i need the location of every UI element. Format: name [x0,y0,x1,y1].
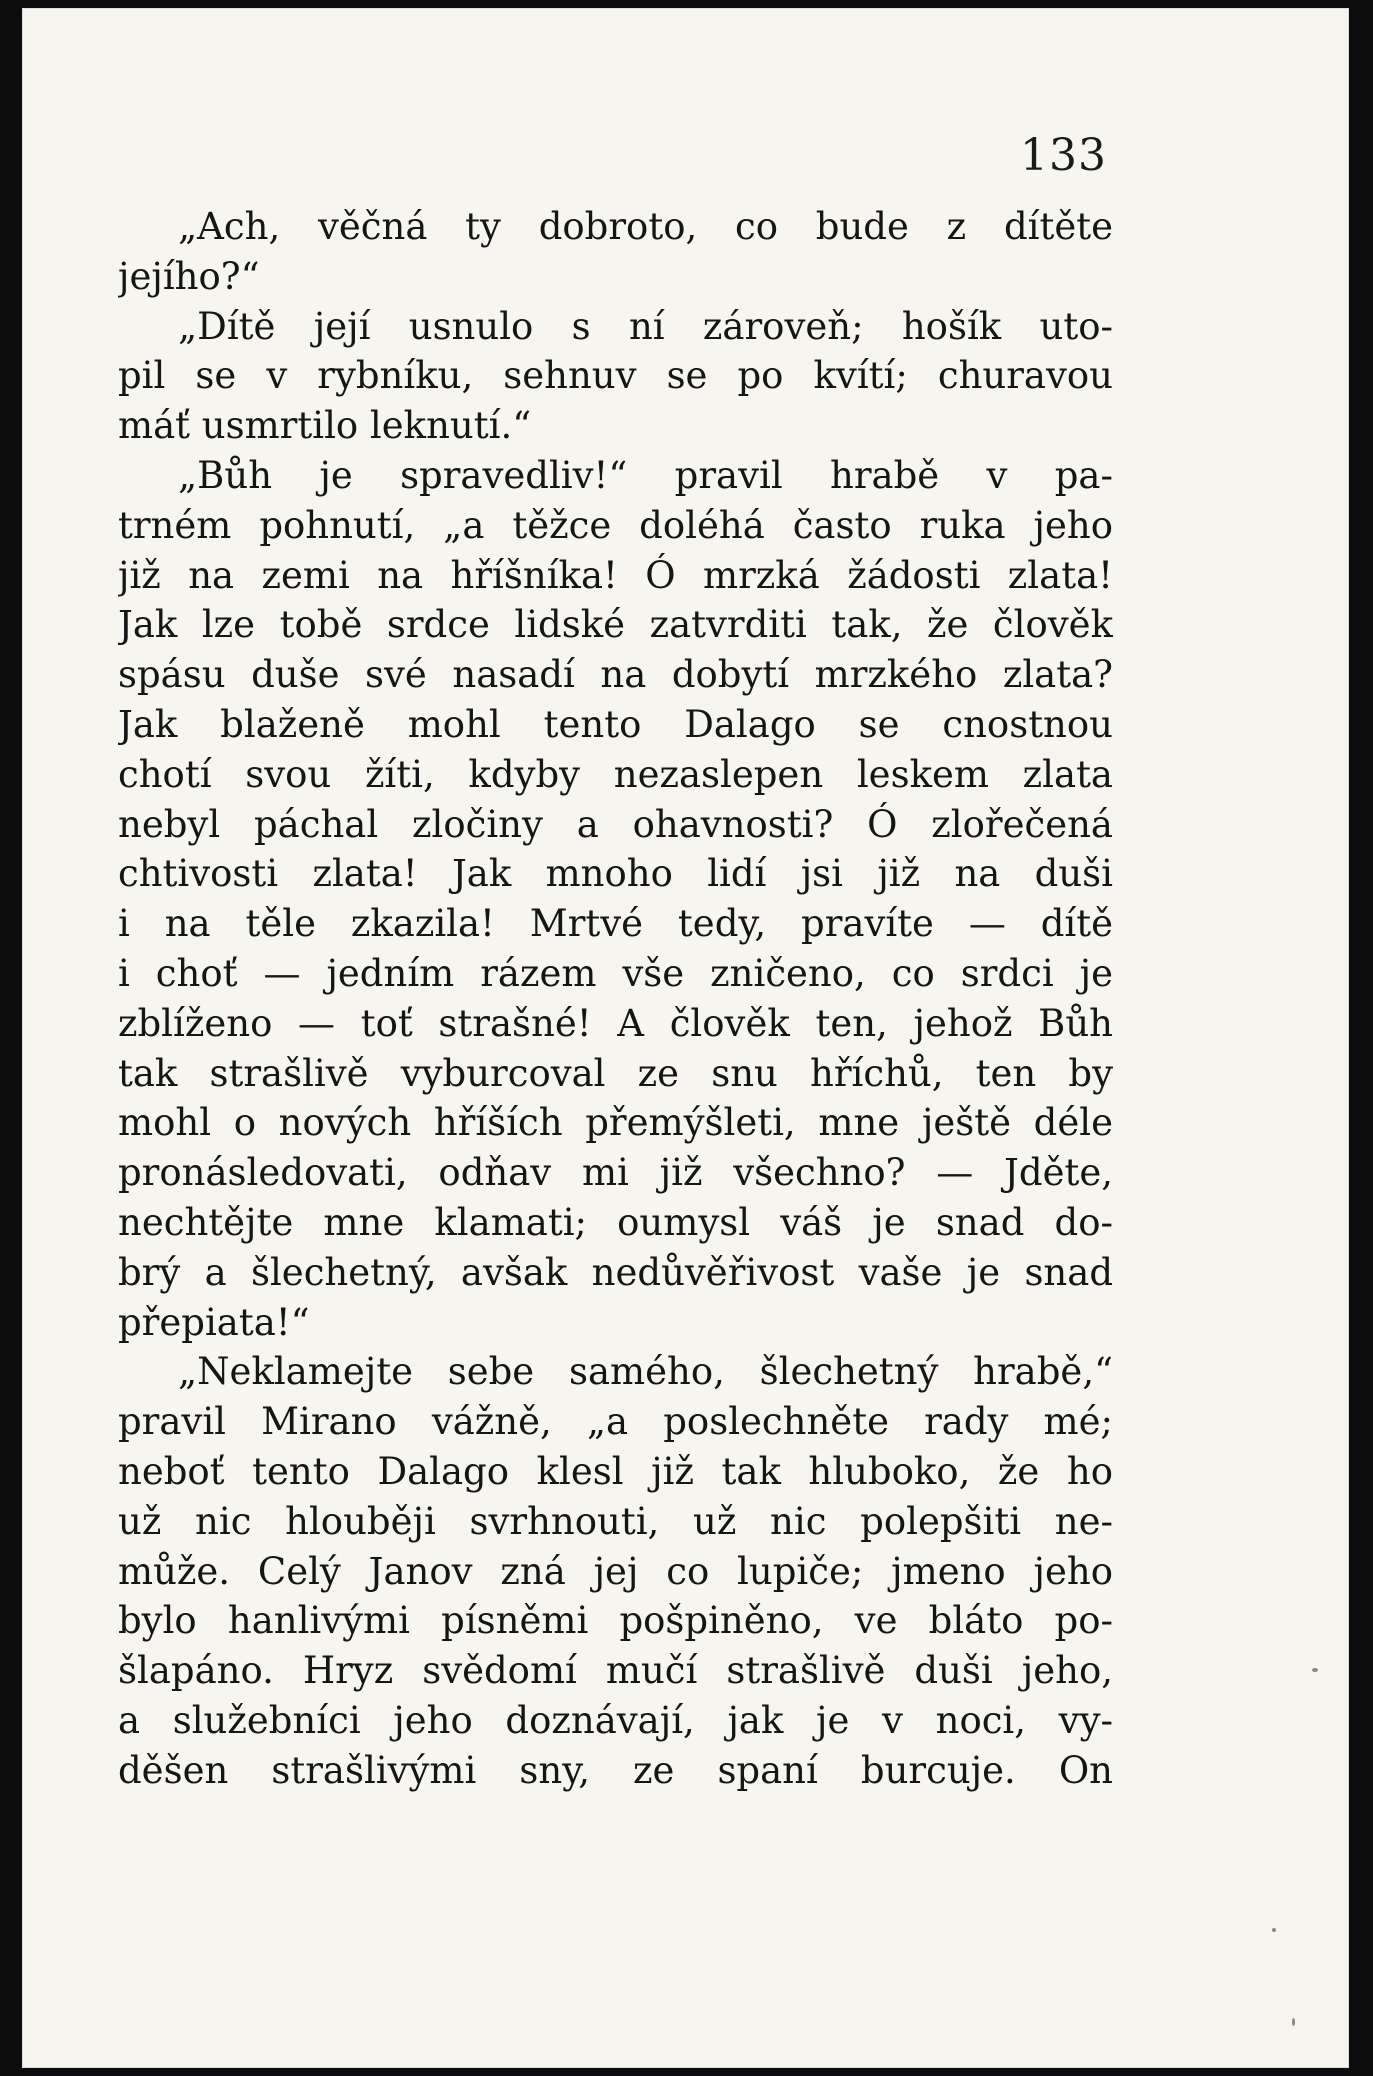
text-line: a služebníci jeho doznávají, jak je v noci, vy- [118,1698,1113,1742]
text-line: trném pohnutí, „a těžce doléhá často ruka jeho [118,503,1113,547]
text-line: tak strašlivě vyburcoval ze snu hříchů, ten by [118,1051,1113,1095]
text-line: pravil Mirano vážně, „a poslechněte rady mé; [118,1400,1113,1444]
text-line: nechtějte mne klamati; oumysl váš je snad do- [118,1200,1113,1244]
text-line: i choť — jedním rázem vše zničeno, co srdci je [118,951,1113,995]
text-line: zblíženo — toť strašné! A člověk ten, jehož Bůh [118,1001,1113,1045]
text-line: „Dítě její usnulo s ní zároveň; hošík uto- [178,304,1113,348]
text-line: chotí svou žíti, kdyby nezaslepen leskem zlata [118,752,1113,796]
text-line: „Bůh je spravedliv!“ pravil hrabě v pa- [178,453,1113,497]
text-line: nebyl páchal zločiny a ohavnosti? Ó zlořečená [118,802,1113,846]
book-page [22,8,1349,2068]
text-line: Jak lze tobě srdce lidské zatvrditi tak, že člověk [118,603,1113,647]
body-text [118,202,1113,1796]
text-line: máť usmrtilo leknutí.“ [118,404,532,448]
text-line: „Ach, věčná ty dobroto, co bude z dítěte [178,205,1113,248]
text-line: mohl o nových hříších přemýšleti, mne ještě déle [118,1101,1113,1145]
paper-speck [1272,1928,1276,1932]
paper-speck [1292,2018,1295,2026]
page-number: 133 [1020,130,1107,181]
text-line: může. Celý Janov zná jej co lupiče; jmeno jeho [118,1549,1113,1593]
paper-speck [1312,1668,1318,1672]
text-line: přepiata!“ [118,1300,310,1344]
text-line: děšen strašlivými sny, ze spaní burcuje. On [118,1748,1113,1792]
text-line: neboť tento Dalago klesl již tak hluboko, že ho [118,1449,1113,1493]
text-line: Jak blaženě mohl tento Dalago se cnostnou [118,702,1113,746]
text-line: spásu duše své nasadí na dobytí mrzkého zlata? [118,653,1113,697]
text-line: už nic hlouběji svrhnouti, už nic polepšiti ne- [118,1499,1113,1543]
text-line: bylo hanlivými písněmi pošpiněno, ve bláto po- [118,1599,1113,1643]
text-line: pronásledovati, odňav mi již všechno? — Jděte, [118,1151,1113,1195]
text-line: „Neklamejte sebe samého, šlechetný hrabě,“ [178,1350,1113,1394]
text-line: chtivosti zlata! Jak mnoho lidí jsi již na duši [118,852,1113,896]
text-line: již na zemi na hříšníka! Ó mrzká žádosti zlata! [118,553,1113,597]
text-line: jejího?“ [118,254,260,298]
text-line: pil se v rybníku, sehnuv se po kvítí; churavou [118,354,1113,398]
text-line: šlapáno. Hryz svědomí mučí strašlivě duši jeho, [118,1649,1113,1693]
text-line: i na těle zkazila! Mrtvé tedy, pravíte — dítě [118,902,1113,946]
text-line: brý a šlechetný, avšak nedůvěřivost vaše je snad [118,1250,1113,1294]
